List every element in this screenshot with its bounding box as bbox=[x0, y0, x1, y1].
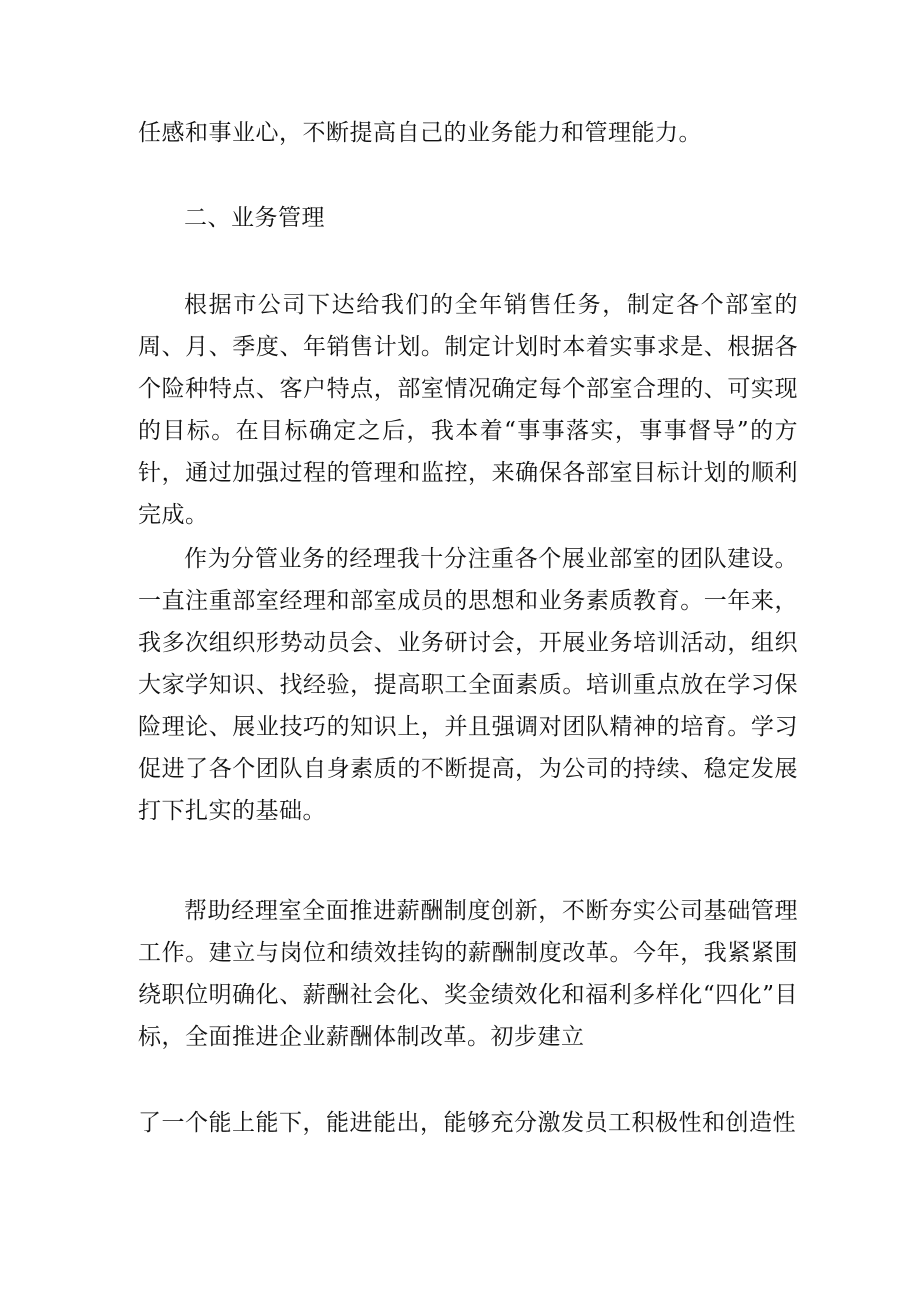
paragraph-continuation: 任感和事业心，不断提高自己的业务能力和管理能力。 bbox=[138, 120, 702, 146]
paragraph-salary-reform: 帮助经理室全面推进薪酬制度创新，不断夯实公司基础管理工作。建立与岗位和绩效挂钩的薪酬制度改革。今年，我紧紧围绕职位明确化、薪酬社会化、奖金绩效化和福利多样化“四化”目标，全面推进企业薪酬体制改革。初步建立 bbox=[138, 898, 798, 1050]
paragraph-continuation-bottom: 了一个能上能下，能进能出，能够充分激发员工积极性和创造性 bbox=[138, 1110, 796, 1136]
paragraph-team-building: 作为分管业务的经理我十分注重各个展业部室的团队建设。一直注重部室经理和部室成员的思想和业务素质教育。一年来，我多次组织形势动员会、业务研讨会，开展业务培训活动，组织大家学知识、找经验，提高职工全面素质。培训重点放在学习保险理论、展业技巧的知识上，并且强调对团队精神的培育。学习促进了各个团队自身素质的不断提高，为公司的持续、稳定发展打下扎实的基础。 bbox=[138, 546, 798, 824]
paragraph-sales-plan: 根据市公司下达给我们的全年销售任务，制定各个部室的周、月、季度、年销售计划。制定计划时本着实事求是、根据各个险种特点、客户特点，部室情况确定每个部室合理的、可实现的目标。在目标确定之后，我本着“事事落实，事事督导”的方针，通过加强过程的管理和监控，来确保各部室目标计划的顺利完成。 bbox=[138, 292, 798, 528]
section-heading: 二、业务管理 bbox=[184, 205, 325, 231]
